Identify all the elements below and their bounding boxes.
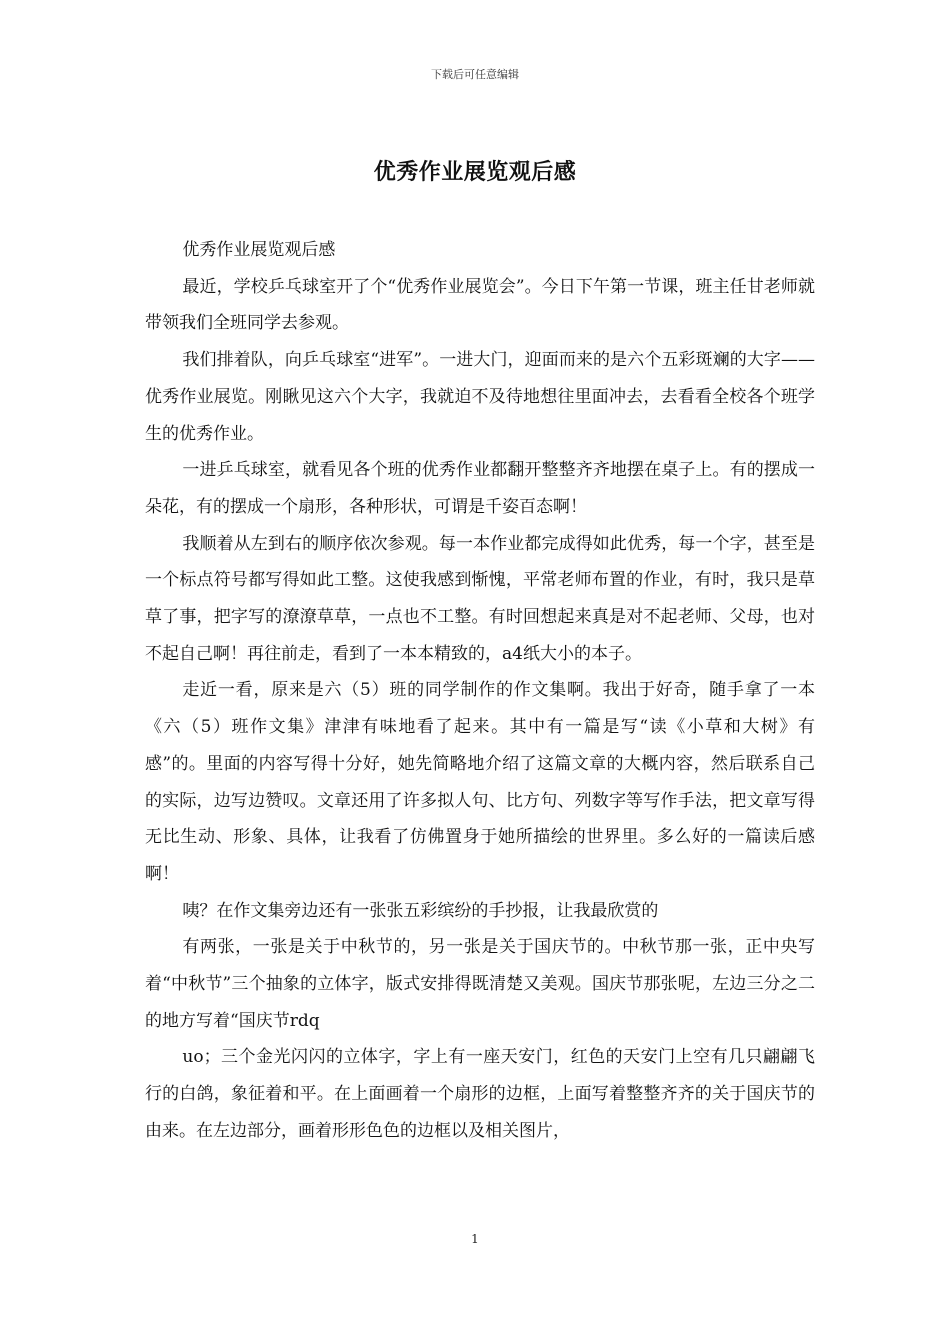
- paragraph: 有两张，一张是关于中秋节的，另一张是关于国庆节的。中秋节那一张，正中央写着“中秋节”三个抽象的立体字，版式安排得既清楚又美观。国庆节那张呢，左边三分之二的地方写着“国庆节rdq: [145, 937, 815, 1031]
- paragraph: 我顺着从左到右的顺序依次参观。每一本作业都完成得如此优秀，每一个字，甚至是一个标点符号都写得如此工整。这使我感到惭愧，平常老师布置的作业，有时，我只是草草了事，把字写的潦潦草草，一点也不工整。有时回想起来真是对不起老师、父母，也对不起自己啊！再往前走，看到了一本本精致的，a4纸大小的本子。: [145, 533, 815, 664]
- paragraph: 一进乒乓球室，就看见各个班的优秀作业都翻开整整齐齐地摆在桌子上。有的摆成一朵花，有的摆成一个扇形，各种形状，可谓是千姿百态啊！: [145, 460, 815, 517]
- document-body: [145, 232, 815, 1150]
- paragraph: 走近一看，原来是六（5）班的同学制作的作文集啊。我出于好奇，随手拿了一本《六（5）班作文集》津津有味地看了起来。其中有一篇是写“读《小草和大树》有感”的。里面的内容写得十分好，她先简略地介绍了这篇文章的大概内容，然后联系自己的实际，边写边赞叹。文章还用了许多拟人句、比方句、列数字等写作手法，把文章写得无比生动、形象、具体，让我看了仿佛置身于她所描绘的世界里。多么好的一篇读后感啊！: [145, 680, 815, 884]
- paragraph: 我们排着队，向乒乓球室“进军”。一进大门，迎面而来的是六个五彩斑斓的大字——优秀作业展览。刚瞅见这六个大字，我就迫不及待地想往里面冲去，去看看全校各个班学生的优秀作业。: [145, 350, 815, 444]
- page-number: 1: [471, 1232, 479, 1246]
- paragraph: 咦？在作文集旁边还有一张张五彩缤纷的手抄报，让我最欣赏的: [182, 900, 659, 921]
- paragraph: 优秀作业展览观后感: [182, 240, 336, 260]
- paragraph: 最近，学校乒乓球室开了个“优秀作业展览会”。今日下午第一节课，班主任甘老师就带领我们全班同学去参观。: [145, 276, 815, 334]
- paragraph: uo；三个金光闪闪的立体字，字上有一座天安门，红色的天安门上空有几只翩翩飞行的白鸽，象征着和平。在上面画着一个扇形的边框，上面写着整整齐齐的关于国庆节的由来。在左边部分，画着形形色色的边框以及相关图片，: [145, 1047, 815, 1141]
- document-title: 优秀作业展览观后感: [373, 159, 577, 185]
- page-header: 下载后可任意编辑: [431, 68, 519, 81]
